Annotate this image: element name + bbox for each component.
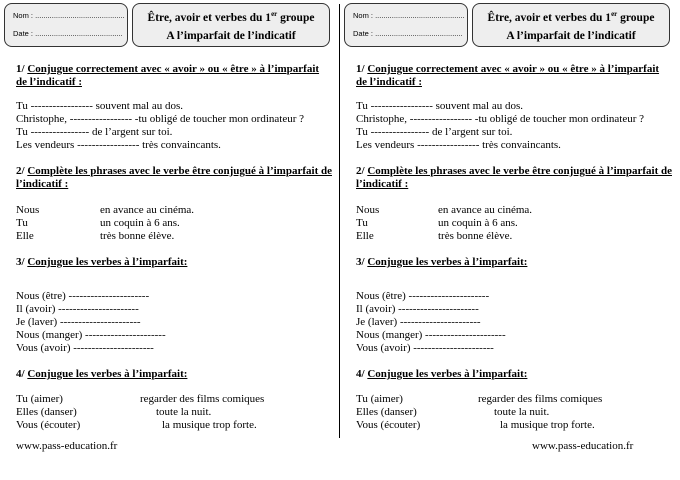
exercise-3-line: Il (avoir) ---------------------- [356,303,479,315]
exercise-1-line: Tu ----------------- souvent mal au dos. [16,100,183,112]
exercise-3-line: Nous (être) ---------------------- [16,290,150,302]
exercise-3-line: Vous (avoir) ---------------------- [16,342,154,354]
name-field: Nom : ........................................... [13,11,125,20]
title-line2: A l’imparfait de l’indicatif [506,30,636,42]
worksheet-copy-right [340,0,680,460]
exercise-4-rest: regarder des films comiques [140,393,265,405]
exercise-1-line: Les vendeurs ----------------- très convaincants. [356,139,561,151]
footer-site: www.pass-education.fr [16,440,118,452]
exercise-2-subject: Elle [356,230,374,242]
exercise-4-rest: toute la nuit. [156,406,212,418]
exercise-2-rest: en avance au cinéma. [100,204,195,216]
exercise-3-instruction: 3/ Conjugue les verbes à l’imparfait: [16,256,188,268]
exercise-1-line: Tu ---------------- de l’argent sur toi. [16,126,173,138]
worksheet-copy-left [0,0,340,460]
exercise-2-rest: en avance au cinéma. [438,204,533,216]
title-box [132,3,330,47]
exercise-1-line: Tu ---------------- de l’argent sur toi. [356,126,513,138]
exercise-1-instruction: 1/ Conjugue correctement avec « avoir » ou « être » à l’imparfait de l’indicatif : [356,63,660,88]
exercise-4-subject: Elles (danser) [356,406,417,418]
exercise-2-subject: Tu [16,217,28,229]
exercise-4-subject: Elles (danser) [16,406,77,418]
exercise-2-instruction: 2/ Complète les phrases avec le verbe être conjugué à l’imparfait de l’indicatif : [356,165,672,190]
exercise-4-rest: toute la nuit. [494,406,550,418]
exercise-4-rest: la musique trop forte. [162,419,257,431]
exercise-4-subject: Tu (aimer) [356,393,403,405]
exercise-2-subject: Nous [16,204,40,216]
exercise-4-rest: la musique trop forte. [500,419,595,431]
exercise-3-instruction: 3/ Conjugue les verbes à l’imparfait: [356,256,528,268]
exercise-2-instruction: 2/ Complète les phrases avec le verbe être conjugué à l’imparfait de l’indicatif : [16,165,332,190]
exercise-2-rest: un coquin à 6 ans. [100,217,180,229]
title-line1: Être, avoir et verbes du 1er groupe [147,10,315,24]
exercise-2-rest: très bonne élève. [100,230,175,242]
exercise-3-line: Nous (manger) ---------------------- [16,329,166,341]
exercise-4-subject: Tu (aimer) [16,393,63,405]
date-field: Date : .......................................... [13,29,123,38]
exercise-2-subject: Nous [356,204,380,216]
exercise-2-subject: Tu [356,217,368,229]
exercise-1-instruction: 1/ Conjugue correctement avec « avoir » ou « être » à l’imparfait de l’indicatif : [16,63,320,88]
exercise-2-rest: très bonne élève. [438,230,513,242]
exercise-2-subject: Elle [16,230,34,242]
exercise-3-line: Nous (être) ---------------------- [356,290,490,302]
exercise-1-line: Christophe, ----------------- -tu obligé de toucher mon ordinateur ? [16,113,305,125]
exercise-4-rest: regarder des films comiques [478,393,603,405]
exercise-4-instruction: 4/ Conjugue les verbes à l’imparfait: [356,368,528,380]
exercise-1-line: Tu ----------------- souvent mal au dos. [356,100,523,112]
exercise-3-line: Nous (manger) ---------------------- [356,329,506,341]
title-box [472,3,670,47]
footer-site: www.pass-education.fr [532,440,634,452]
name-field: Nom : ........................................... [353,11,465,20]
exercise-3-line: Vous (avoir) ---------------------- [356,342,494,354]
exercise-2-rest: un coquin à 6 ans. [438,217,518,229]
title-line1: Être, avoir et verbes du 1er groupe [487,10,655,24]
exercise-4-subject: Vous (écouter) [16,419,81,431]
student-info-box [344,3,468,47]
exercise-3-line: Je (laver) ---------------------- [356,316,481,328]
exercise-4-instruction: 4/ Conjugue les verbes à l’imparfait: [16,368,188,380]
date-field: Date : .......................................... [353,29,463,38]
exercise-1-line: Les vendeurs ----------------- très convaincants. [16,139,221,151]
exercise-1-line: Christophe, ----------------- -tu obligé de toucher mon ordinateur ? [356,113,645,125]
exercise-4-subject: Vous (écouter) [356,419,421,431]
title-line2: A l’imparfait de l’indicatif [166,30,296,42]
student-info-box [4,3,128,47]
exercise-3-line: Il (avoir) ---------------------- [16,303,139,315]
exercise-3-line: Je (laver) ---------------------- [16,316,141,328]
